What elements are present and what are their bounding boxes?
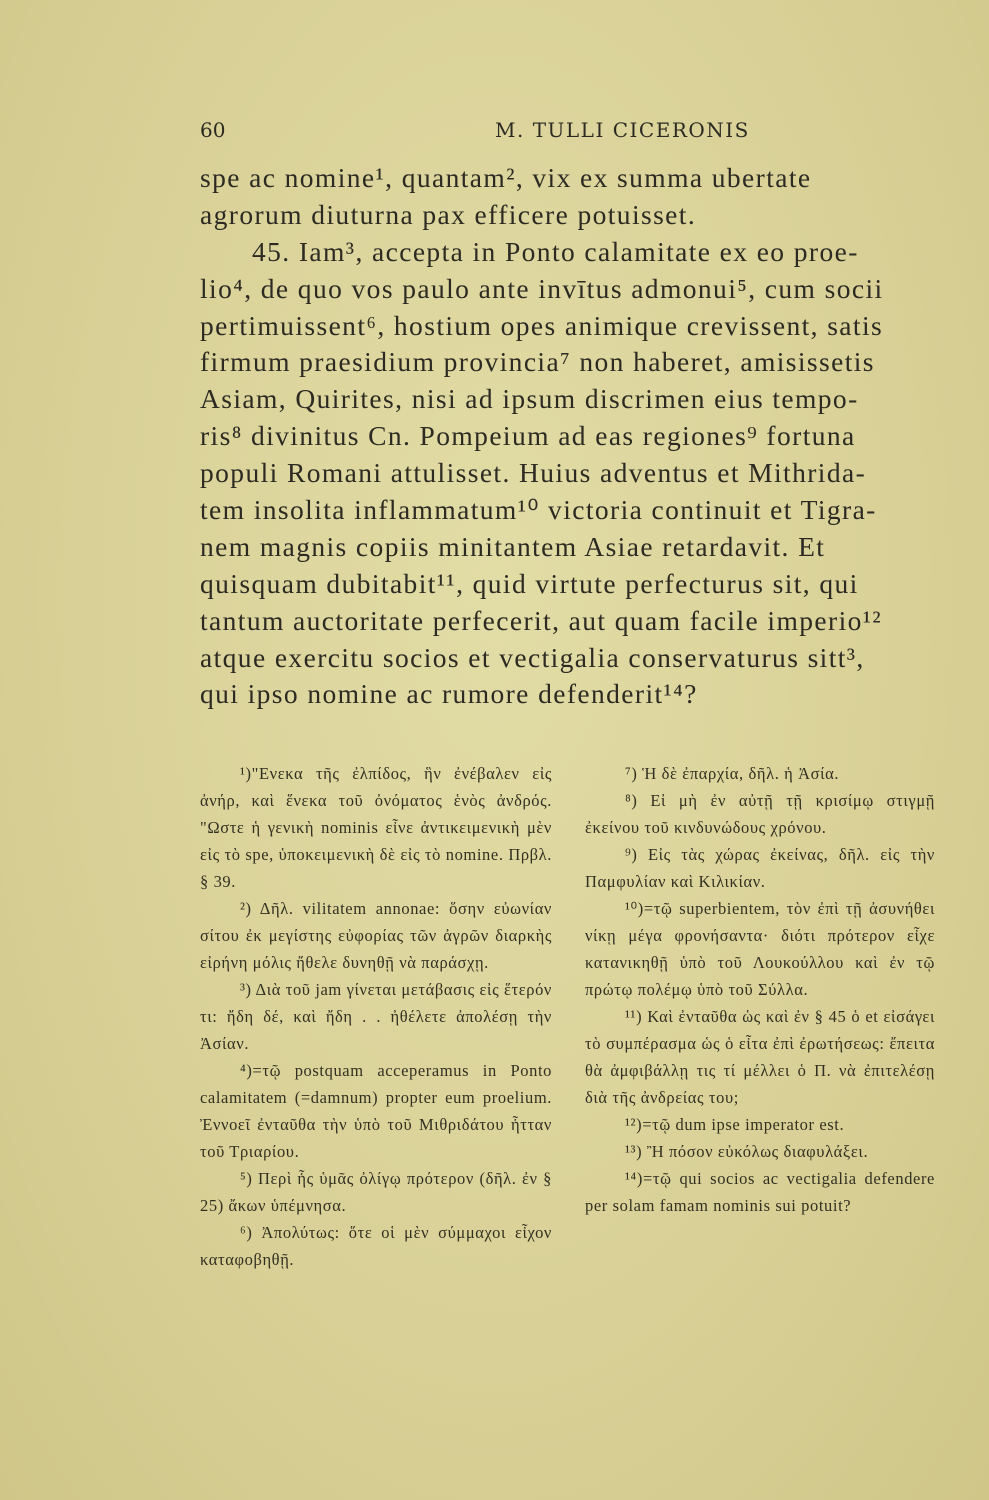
footnote-3: ³) Διὰ τοῦ jam γίνεται μετάβασις εἰς ἕτερόν τι: ἤδη δέ, καὶ ἤδη . . ἠθέλετε ἀπολέσῃ τὴν Ἀσίαν. bbox=[200, 980, 552, 1053]
page-header bbox=[200, 118, 930, 148]
text-line: Asiam, Quirites, nisi ad ipsum discrimen eius tempo- bbox=[200, 383, 859, 415]
text-line: qui ipso nomine ac rumore defenderit¹⁴? bbox=[200, 678, 698, 710]
footnote-11: ¹¹) Καὶ ἐνταῦθα ὡς καὶ ἐν § 45 ὁ et εἰσάγει τὸ συμπέρασμα ὡς ὁ εἶτα ἐπὶ ἐρωτήσεως: ἔπειτα θὰ ἀμφιβάλλῃ τις τί μέλλει ὁ Π. νὰ ἐπιτελέσῃ διὰ τῆς ἀνδρείας του; bbox=[585, 1007, 935, 1107]
text-line: nem magnis copiis minitantem Asiae retardavit. Et bbox=[200, 530, 826, 562]
footnote-1: ¹)"Ενεκα τῆς ἐλπίδος, ἣν ἐνέβαλεν εἰς ἀνήρ, καὶ ἕνεκα τοῦ ὀνόματος ἑνὸς ἀνδρός. "Ωστε ἡ γενικὴ nominis εἶνε ἀντικειμενικὴ μὲν εἰς τὸ spe, ὑποκειμενικὴ δὲ εἰς τὸ nomine. Πρβλ. § 39. bbox=[200, 764, 552, 891]
footnote-10: ¹⁰)=τῷ superbientem, τὸν ἐπὶ τῇ ἀσυνήθει νίκῃ μέγα φρονήσαντα· διότι πρότερον εἶχε κατανικηθῇ ὑπὸ τοῦ Λουκούλλου καὶ ἐν τῷ πρώτῳ πολέμῳ ὑπὸ τοῦ Σύλλα. bbox=[585, 899, 935, 999]
footnote-12: ¹²)=τῷ dum ipse imperator est. bbox=[625, 1115, 845, 1134]
footnotes-right-column bbox=[585, 760, 935, 1219]
text-line: atque exercitu socios et vectigalia conservaturus sitt³, bbox=[200, 641, 865, 673]
main-text bbox=[200, 160, 932, 713]
text-line: populi Romani attulisset. Huius adventus et Mithrida- bbox=[200, 457, 867, 489]
footnote-6: ⁶) Ἀπολύτως: ὅτε οἱ μὲν σύμμαχοι εἶχον καταφοβηθῇ. bbox=[200, 1223, 552, 1269]
text-line-section-45: 45. Iam³, accepta in Ponto calamitate ex eo proe- bbox=[252, 235, 859, 267]
text-line: tantum auctoritate perfecerit, aut quam facile imperio¹² bbox=[200, 604, 883, 636]
footnote-2: ²) Δῆλ. vilitatem annonae: ὅσην εὐωνίαν σίτου ἐκ μεγίστης εὐφορίας τῶν ἀγρῶν διαρκὴς εἰρήνη μόλις ἤθελε δυνηθῇ νὰ παράσχῃ. bbox=[200, 899, 552, 972]
text-line: firmum praesidium provincia⁷ non haberet, amisissetis bbox=[200, 346, 875, 378]
footnote-8: ⁸) Εἰ μὴ ἐν αὐτῇ τῇ κρισίμῳ στιγμῇ ἐκείνου τοῦ κινδυνώδους χρόνου. bbox=[585, 791, 935, 837]
running-title: M. TULLI CICERONIS bbox=[495, 118, 750, 142]
footnote-14: ¹⁴)=τῷ qui socios ac vectigalia defendere per solam famam nominis sui potuit? bbox=[585, 1169, 935, 1215]
page-number: 60 bbox=[200, 118, 226, 142]
footnote-9: ⁹) Εἰς τὰς χώρας ἐκείνας, δῆλ. εἰς τὴν Παμφυλίαν καὶ Κιλικίαν. bbox=[585, 845, 935, 891]
text-line: pertimuissent⁶, hostium opes animique crevissent, satis bbox=[200, 309, 884, 341]
text-line: quisquam dubitabit¹¹, quid virtute perfecturus sit, qui bbox=[200, 567, 859, 599]
footnote-7: ⁷) Ἡ δὲ ἐπαρχία, δῆλ. ἡ Ἀσία. bbox=[625, 764, 840, 783]
text-line: spe ac nomine¹, quantam², vix ex summa ubertate bbox=[200, 162, 812, 193]
footnotes-left-column bbox=[200, 760, 552, 1273]
footnote-4: ⁴)=τῷ postquam acceperamus in Ponto calamitatem (=damnum) propter eum proelium. Ἐννοεῖ ἐνταῦθα τὴν ὑπὸ τοῦ Μιθριδάτου ἧτταν τοῦ Τριαρίου. bbox=[200, 1061, 552, 1161]
text-line: lio⁴, de quo vos paulo ante invītus admonui⁵, cum socii bbox=[200, 272, 884, 304]
footnote-13: ¹³) Ἢ πόσον εὐκόλως διαφυλάξει. bbox=[625, 1142, 869, 1161]
text-line: tem insolita inflammatum¹⁰ victoria continuit et Tigra- bbox=[200, 494, 877, 526]
text-line: agrorum diuturna pax efficere potuisset. bbox=[200, 198, 697, 230]
footnote-5: ⁵) Περὶ ἧς ὑμᾶς ὀλίγῳ πρότερον (δῆλ. ἐν § 25) ἄκων ὑπέμνησα. bbox=[200, 1169, 552, 1215]
text-line: ris⁸ divinitus Cn. Pompeium ad eas regiones⁹ fortuna bbox=[200, 420, 856, 452]
